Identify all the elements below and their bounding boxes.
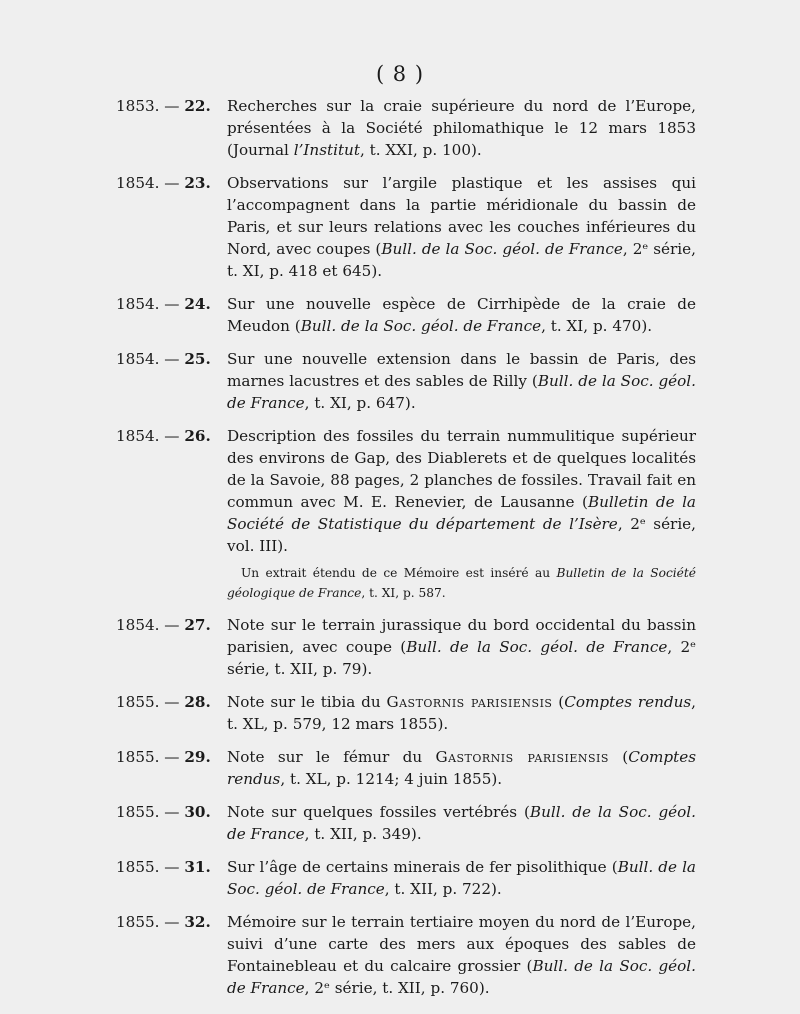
entry-text: Note sur le fémur du Gastornis parisiensis (Comptes rendus, t. XL, p. 1214; 4 juin 1855). <box>227 748 696 788</box>
page-number: ( 8 ) <box>375 62 425 86</box>
entry-text: Note sur le tibia du Gastornis parisiensis (Comptes rendus, t. XL, p. 579, 12 mars 1855). <box>227 693 696 733</box>
entry-marker: 1854. — 26. <box>116 427 211 445</box>
entry-marker: 1853. — 22. <box>116 97 211 115</box>
species-name: Gastornis parisiensis <box>386 693 553 711</box>
bibliography-entry <box>116 856 696 900</box>
entry-marker: 1855. — 30. <box>116 803 211 821</box>
entry-marker: 1854. — 24. <box>116 295 211 313</box>
entry-marker: 1854. — 23. <box>116 174 211 192</box>
entry-text: Sur une nouvelle espèce de Cirrhipède de la craie de Meudon (Bull. de la Soc. géol. de France, t. XI, p. 470). <box>227 295 696 335</box>
bibliography-entry <box>116 911 696 999</box>
entry-text: Description des fossiles du terrain nummulitique supérieur des environs de Gap, des Diablerets et de quelques localités de la Savoie, 88 pages, 2 planches de fossiles. Travail fait en commun avec M. E. Renevier, de Lausanne (Bulletin de la Société de Statistique du département de l’Isère, 2ᵉ série, vol. III). <box>227 427 696 555</box>
bibliography-entry <box>116 425 696 603</box>
bibliography-entry <box>116 801 696 845</box>
bibliography-entry <box>116 95 696 161</box>
entry-text: Mémoire sur le terrain tertiaire moyen du nord de l’Europe, suivi d’une carte des mers aux époques des sables de Fontainebleau et du calcaire grossier (Bull. de la Soc. géol. de France, 2ᵉ série, t. XII, p. 760). <box>227 913 696 997</box>
bibliography-entry <box>116 614 696 680</box>
entry-text: Recherches sur la craie supérieure du nord de l’Europe, présentées à la Société philomathique le 12 mars 1853 (Journal l’Institut, t. XXI, p. 100). <box>227 97 696 159</box>
entry-text: Observations sur l’argile plastique et les assises qui l’accompagnent dans la partie méridionale du bassin de Paris, et sur leurs relations avec les couches inférieures du Nord, avec coupes (Bull. de la Soc. géol. de France, 2ᵉ série, t. XI, p. 418 et 645). <box>227 174 696 280</box>
bibliography-list <box>116 95 696 1010</box>
entry-text: Note sur quelques fossiles vertébrés (Bull. de la Soc. géol. de France, t. XII, p. 349). <box>227 803 696 843</box>
bibliography-entry <box>116 348 696 414</box>
entry-text: Note sur le terrain jurassique du bord occidental du bassin parisien, avec coupe (Bull. de la Soc. géol. de France, 2ᵉ série, t. XII, p. 79). <box>227 616 696 678</box>
bibliography-entry <box>116 172 696 282</box>
entry-marker: 1854. — 27. <box>116 616 211 634</box>
entry-marker: 1855. — 31. <box>116 858 211 876</box>
entry-text: Sur l’âge de certains minerais de fer pisolithique (Bull. de la Soc. géol. de France, t. XII, p. 722). <box>227 858 696 898</box>
bibliography-entry <box>116 293 696 337</box>
entry-marker: 1855. — 29. <box>116 748 211 766</box>
entry-marker: 1855. — 28. <box>116 693 211 711</box>
species-name: Gastornis parisiensis <box>435 748 609 766</box>
entry-marker: 1855. — 32. <box>116 913 211 931</box>
entry-note: Un extrait étendu de ce Mémoire est inséré au Bulletin de la Société géologique de France, t. XI, p. 587. <box>227 566 696 600</box>
entry-marker: 1854. — 25. <box>116 350 211 368</box>
bibliography-entry <box>116 691 696 735</box>
entry-text: Sur une nouvelle extension dans le bassin de Paris, des marnes lacustres et des sables de Rilly (Bull. de la Soc. géol. de France, t. XI, p. 647). <box>227 350 696 412</box>
bibliography-entry <box>116 746 696 790</box>
